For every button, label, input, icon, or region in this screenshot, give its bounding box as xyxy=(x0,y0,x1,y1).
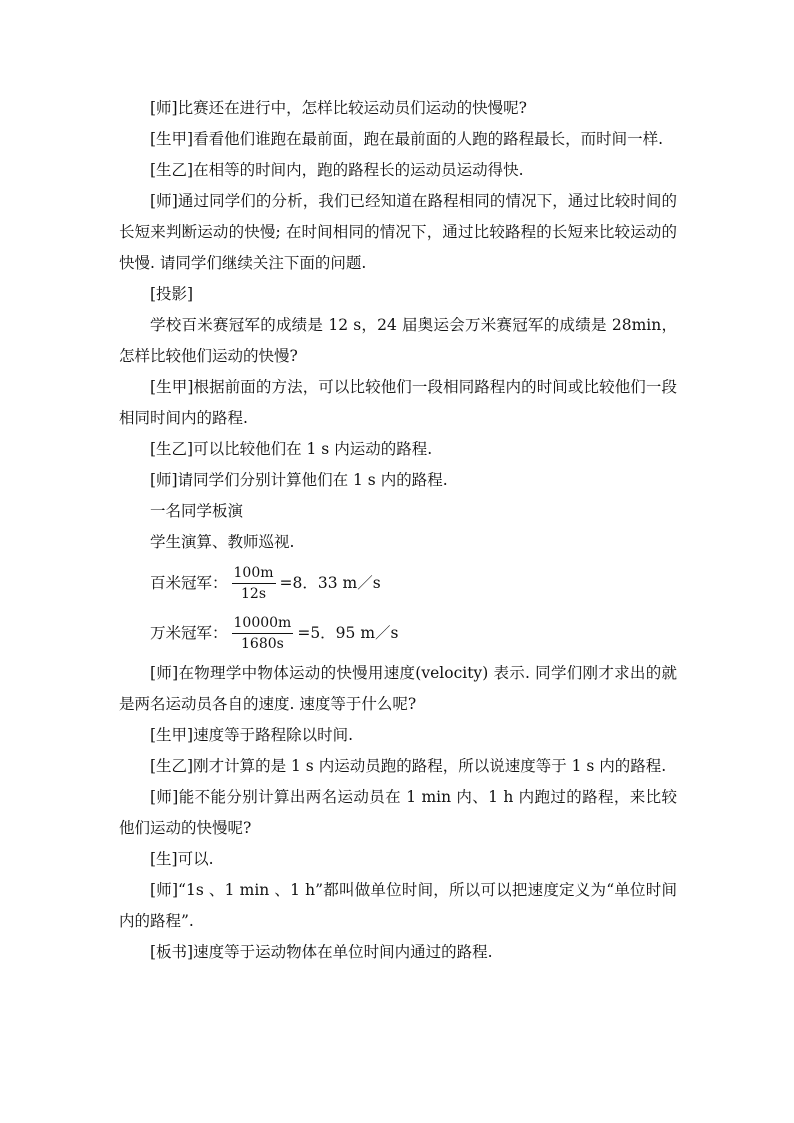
paragraph-student-b-answer: [生乙]在相等的时间内，跑的路程长的运动员运动得快. xyxy=(150,161,524,179)
paragraph-teacher-summary: [师]通过同学们的分析，我们已经知道在路程相同的情况下，通过比较时间的长短来判断运动的快慢; 在时间相同的情况下，通过比较路程的长短来比较运动的快慢. 请同学们继续关注下面的问题. xyxy=(119,192,677,272)
paragraph-student-calculation: 学生演算、教师巡视. xyxy=(150,533,295,551)
formula-hundred-result: =8．33 m／s xyxy=(279,573,381,592)
fraction-tenthousand xyxy=(232,614,294,653)
paragraph-board-definition: [板书]速度等于运动物体在单位时间内通过的路程. xyxy=(150,943,493,961)
fraction-numerator: 10000m xyxy=(232,614,294,634)
paragraph-student-b-method: [生乙]可以比较他们在 1 s 内运动的路程. xyxy=(150,440,433,458)
fraction-hundred xyxy=(232,564,276,603)
formula-ten-thousand-meter xyxy=(119,608,677,658)
paragraph-student-a-answer: [生甲]看看他们谁跑在最前面，跑在最前面的人跑的路程最长，而时间一样. xyxy=(150,130,664,148)
paragraph-teacher-unit-time: [师]“1s 、1 min 、1 h”都叫做单位时间，所以可以把速度定义为“单位时间内的路程”. xyxy=(119,881,677,930)
paragraph-board-demo: 一名同学板演 xyxy=(150,502,244,520)
fraction-denominator: 12s xyxy=(241,585,267,602)
formula-tenthousand-label: 万米冠军： xyxy=(150,623,228,642)
document-body xyxy=(119,93,677,968)
formula-hundred-label: 百米冠军： xyxy=(150,573,228,592)
paragraph-teacher-instruction: [师]请同学们分别计算他们在 1 s 内的路程. xyxy=(150,471,448,489)
paragraph-velocity-intro: [师]在物理学中物体运动的快慢用速度(velocity) 表示. 同学们刚才求出的就是两名运动员各自的速度. 速度等于什么呢? xyxy=(119,664,677,713)
paragraph-teacher-question: [师]比赛还在进行中，怎样比较运动员们运动的快慢呢? xyxy=(150,99,527,117)
paragraph-student-yes: [生]可以. xyxy=(150,850,214,868)
paragraph-teacher-unit-question: [师]能不能分别计算出两名运动员在 1 min 内、1 h 内跑过的路程，来比较他们运动的快慢呢? xyxy=(119,788,677,837)
paragraph-student-a-method: [生甲]根据前面的方法，可以比较他们一段相同路程内的时间或比较他们一段相同时间内的路程. xyxy=(119,378,677,427)
paragraph-projection-tag: [投影] xyxy=(150,285,194,303)
fraction-numerator: 100m xyxy=(232,564,276,584)
paragraph-student-b-velocity: [生乙]刚才计算的是 1 s 内运动员跑的路程，所以说速度等于 1 s 内的路程. xyxy=(150,757,667,775)
fraction-denominator: 1680s xyxy=(241,635,284,652)
paragraph-problem-statement: 学校百米赛冠军的成绩是 12 s，24 届奥运会万米赛冠军的成绩是 28min，怎样比较他们运动的快慢? xyxy=(119,316,677,365)
paragraph-student-a-velocity: [生甲]速度等于路程除以时间. xyxy=(150,726,354,744)
formula-hundred-meter xyxy=(119,558,677,608)
formula-tenthousand-result: =5．95 m／s xyxy=(297,623,399,642)
